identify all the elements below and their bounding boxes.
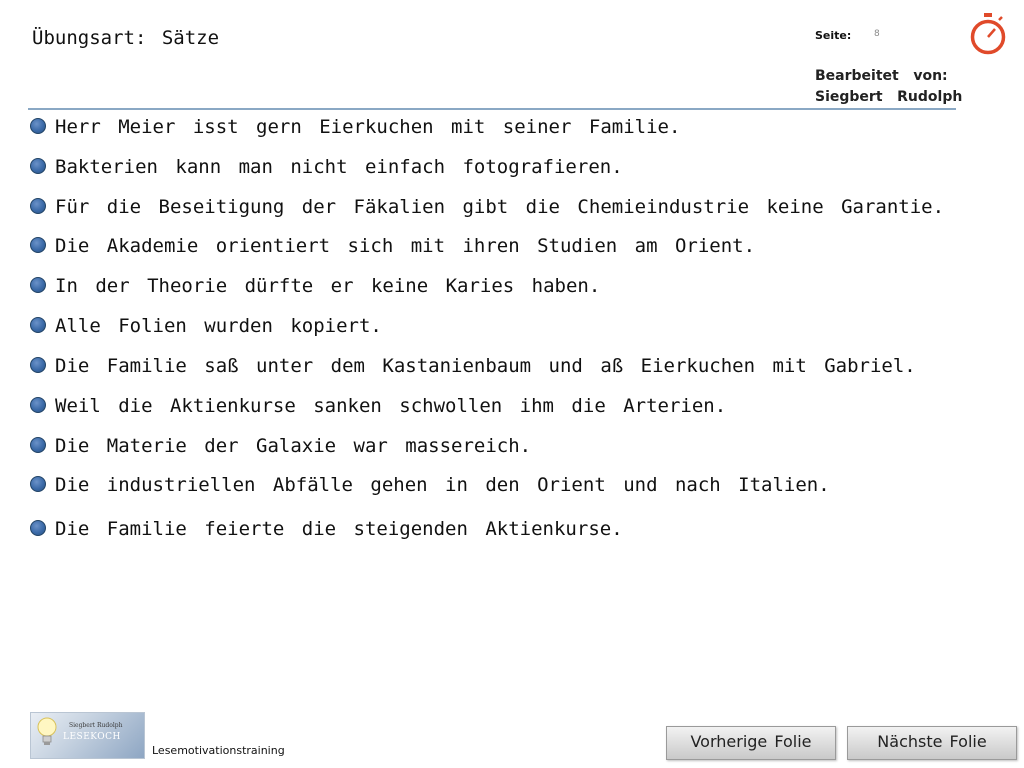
bullet-icon <box>30 118 46 134</box>
lesekoch-logo <box>30 712 145 759</box>
sentence-item[interactable] <box>30 435 531 457</box>
sentence-item[interactable] <box>30 395 726 417</box>
bullet-icon <box>30 277 46 293</box>
bullet-icon <box>30 397 46 413</box>
logo-author: Siegbert Rudolph <box>69 722 123 729</box>
sentence-text: Für die Beseitigung der Fäkalien gibt die Chemieindustrie keine Garantie. <box>55 196 945 218</box>
sentence-item[interactable] <box>30 196 944 218</box>
sentence-item[interactable] <box>30 355 916 377</box>
light-bulb-icon <box>35 716 59 750</box>
sentence-text: In der Theorie dürfte er keine Karies haben. <box>55 275 601 297</box>
bullet-icon <box>30 317 46 333</box>
sentence-item[interactable] <box>30 518 623 540</box>
exercise-title: Übungsart: Sätze <box>32 27 220 49</box>
sentence-text: Die Materie der Galaxie war massereich. <box>55 435 532 457</box>
sentence-item[interactable] <box>30 116 680 138</box>
sentence-item[interactable] <box>30 275 600 297</box>
sentence-text: Die Familie saß unter dem Kastanienbaum und aß Eierkuchen mit Gabriel. <box>55 355 916 377</box>
bullet-icon <box>30 437 46 453</box>
footer-label: Lesemotivationstraining <box>152 744 285 757</box>
logo-brand: LESEKOCH <box>63 732 121 742</box>
bullet-icon <box>30 520 46 536</box>
sentence-text: Die Akademie orientiert sich mit ihren Studien am Orient. <box>55 235 756 257</box>
sentence-item[interactable] <box>30 474 830 496</box>
stopwatch-icon[interactable] <box>968 12 1008 56</box>
header-divider <box>28 108 956 110</box>
bullet-icon <box>30 158 46 174</box>
bullet-icon <box>30 237 46 253</box>
bullet-icon <box>30 198 46 214</box>
sentence-item[interactable] <box>30 156 623 178</box>
editor-line-1: Bearbeitet von: <box>815 68 948 84</box>
sentence-text: Weil die Aktienkurse sanken schwollen ihm die Arterien. <box>55 395 727 417</box>
editor-credit <box>815 66 962 108</box>
sentence-item[interactable] <box>30 315 382 337</box>
sentence-text: Die Familie feierte die steigenden Aktienkurse. <box>55 518 623 540</box>
page-label: Seite: <box>815 29 852 42</box>
previous-slide-button[interactable]: Vorherige Folie <box>666 726 836 760</box>
next-slide-button[interactable]: Nächste Folie <box>847 726 1017 760</box>
sentence-text: Alle Folien wurden kopiert. <box>55 315 382 337</box>
sentence-text: Die industriellen Abfälle gehen in den Orient und nach Italien. <box>55 474 830 496</box>
bullet-icon <box>30 357 46 373</box>
sentence-text: Herr Meier isst gern Eierkuchen mit seiner Familie. <box>55 116 681 138</box>
sentence-item[interactable] <box>30 235 755 257</box>
page-number: 8 <box>874 29 880 39</box>
sentence-text: Bakterien kann man nicht einfach fotografieren. <box>55 156 623 178</box>
editor-line-2: Siegbert Rudolph <box>815 89 963 105</box>
bullet-icon <box>30 476 46 492</box>
